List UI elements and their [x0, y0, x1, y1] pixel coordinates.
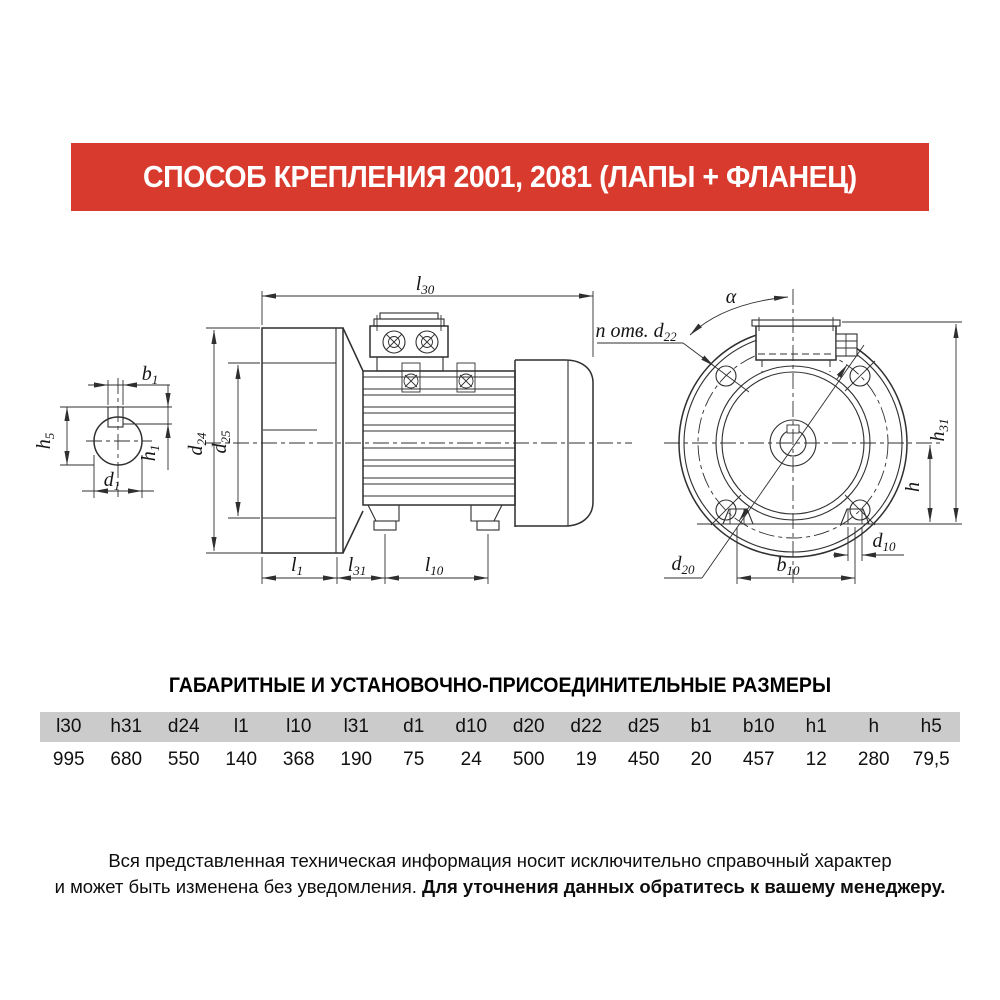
disclaimer-line2: и может быть изменена без уведомления. Для уточнения данных обратитесь к вашему менеджеру. [54, 876, 946, 897]
table-value: 500 [512, 749, 545, 770]
table-header-row [40, 712, 960, 742]
table-value: 79,5 [912, 749, 950, 770]
dim-label-alpha: α [725, 286, 737, 308]
dim-label-l10: $l_{10}$ [424, 554, 444, 578]
dim-label-d1: $d_1$ [103, 469, 121, 493]
table-value: 450 [627, 749, 660, 770]
dim-label-n-otv-d22: n отв. $d_{22}$ [595, 320, 677, 344]
dim-label-d24: $d_{24}$ [185, 432, 209, 456]
table-value: 75 [403, 749, 425, 770]
dim-label-l1: $l_1$ [290, 554, 304, 578]
table-value-row [40, 742, 960, 778]
dim-label-h31: $h_{31}$ [927, 418, 951, 442]
dim-label-d20: $d_{20}$ [671, 553, 695, 577]
flange-front-view [595, 286, 962, 584]
dim-label-b10: $b_{10}$ [776, 554, 800, 578]
table-header: b1 [690, 716, 712, 737]
dim-label-h1: $h_1$ [138, 444, 162, 462]
disclaimer-text [0, 848, 1000, 900]
table-header: h1 [805, 716, 827, 737]
cable-gland-circles [383, 331, 438, 353]
dim-label-b1: $b_1$ [141, 363, 159, 387]
dim-label-h5: $h_5$ [33, 432, 57, 450]
table-header: h31 [110, 716, 143, 737]
table-header: l10 [286, 716, 312, 737]
table-title: ГАБАРИТНЫЕ И УСТАНОВОЧНО-ПРИСОЕДИНИТЕЛЬНЫЕ РАЗМЕРЫ [168, 674, 832, 697]
dim-label-l31: $l_{31}$ [347, 554, 367, 578]
table-value: 550 [167, 749, 200, 770]
table-value: 368 [282, 749, 315, 770]
table-header: h [868, 716, 880, 737]
table-header: l30 [56, 716, 82, 737]
dim-label-l30: $l_{30}$ [415, 273, 435, 297]
table-header: h5 [920, 716, 942, 737]
table-value: 12 [805, 749, 827, 770]
table-value: 140 [225, 749, 258, 770]
table-value: 457 [742, 749, 775, 770]
table-header: d1 [403, 716, 425, 737]
shaft-section-view [33, 363, 172, 498]
table-header: d22 [570, 716, 603, 737]
table-value: 190 [340, 749, 373, 770]
table-header: d10 [455, 716, 488, 737]
disclaimer-line1: Вся представленная техническая информация носит исключительно справочный характер [108, 850, 892, 871]
table-header: l31 [343, 716, 369, 737]
table-header: d24 [167, 716, 200, 737]
table-value: 280 [857, 749, 890, 770]
table-value: 20 [690, 749, 712, 770]
table-header: b10 [742, 716, 775, 737]
table-value: 24 [460, 749, 482, 770]
table-header: d20 [512, 716, 545, 737]
page-title: СПОСОБ КРЕПЛЕНИЯ 2001, 2081 (ЛАПЫ + ФЛАНЕЦ) [143, 159, 857, 194]
table-header: l1 [233, 716, 249, 737]
motor-side-view [185, 273, 632, 584]
dim-label-d25: $d_{25}$ [209, 430, 233, 454]
table-value: 680 [110, 749, 143, 770]
dim-label-d10: $d_{10}$ [872, 530, 896, 554]
dimensions-table [40, 712, 960, 778]
dim-label-h: h [902, 482, 924, 492]
table-value: 995 [52, 749, 85, 770]
table-value: 19 [575, 749, 597, 770]
table-header: d25 [627, 716, 660, 737]
